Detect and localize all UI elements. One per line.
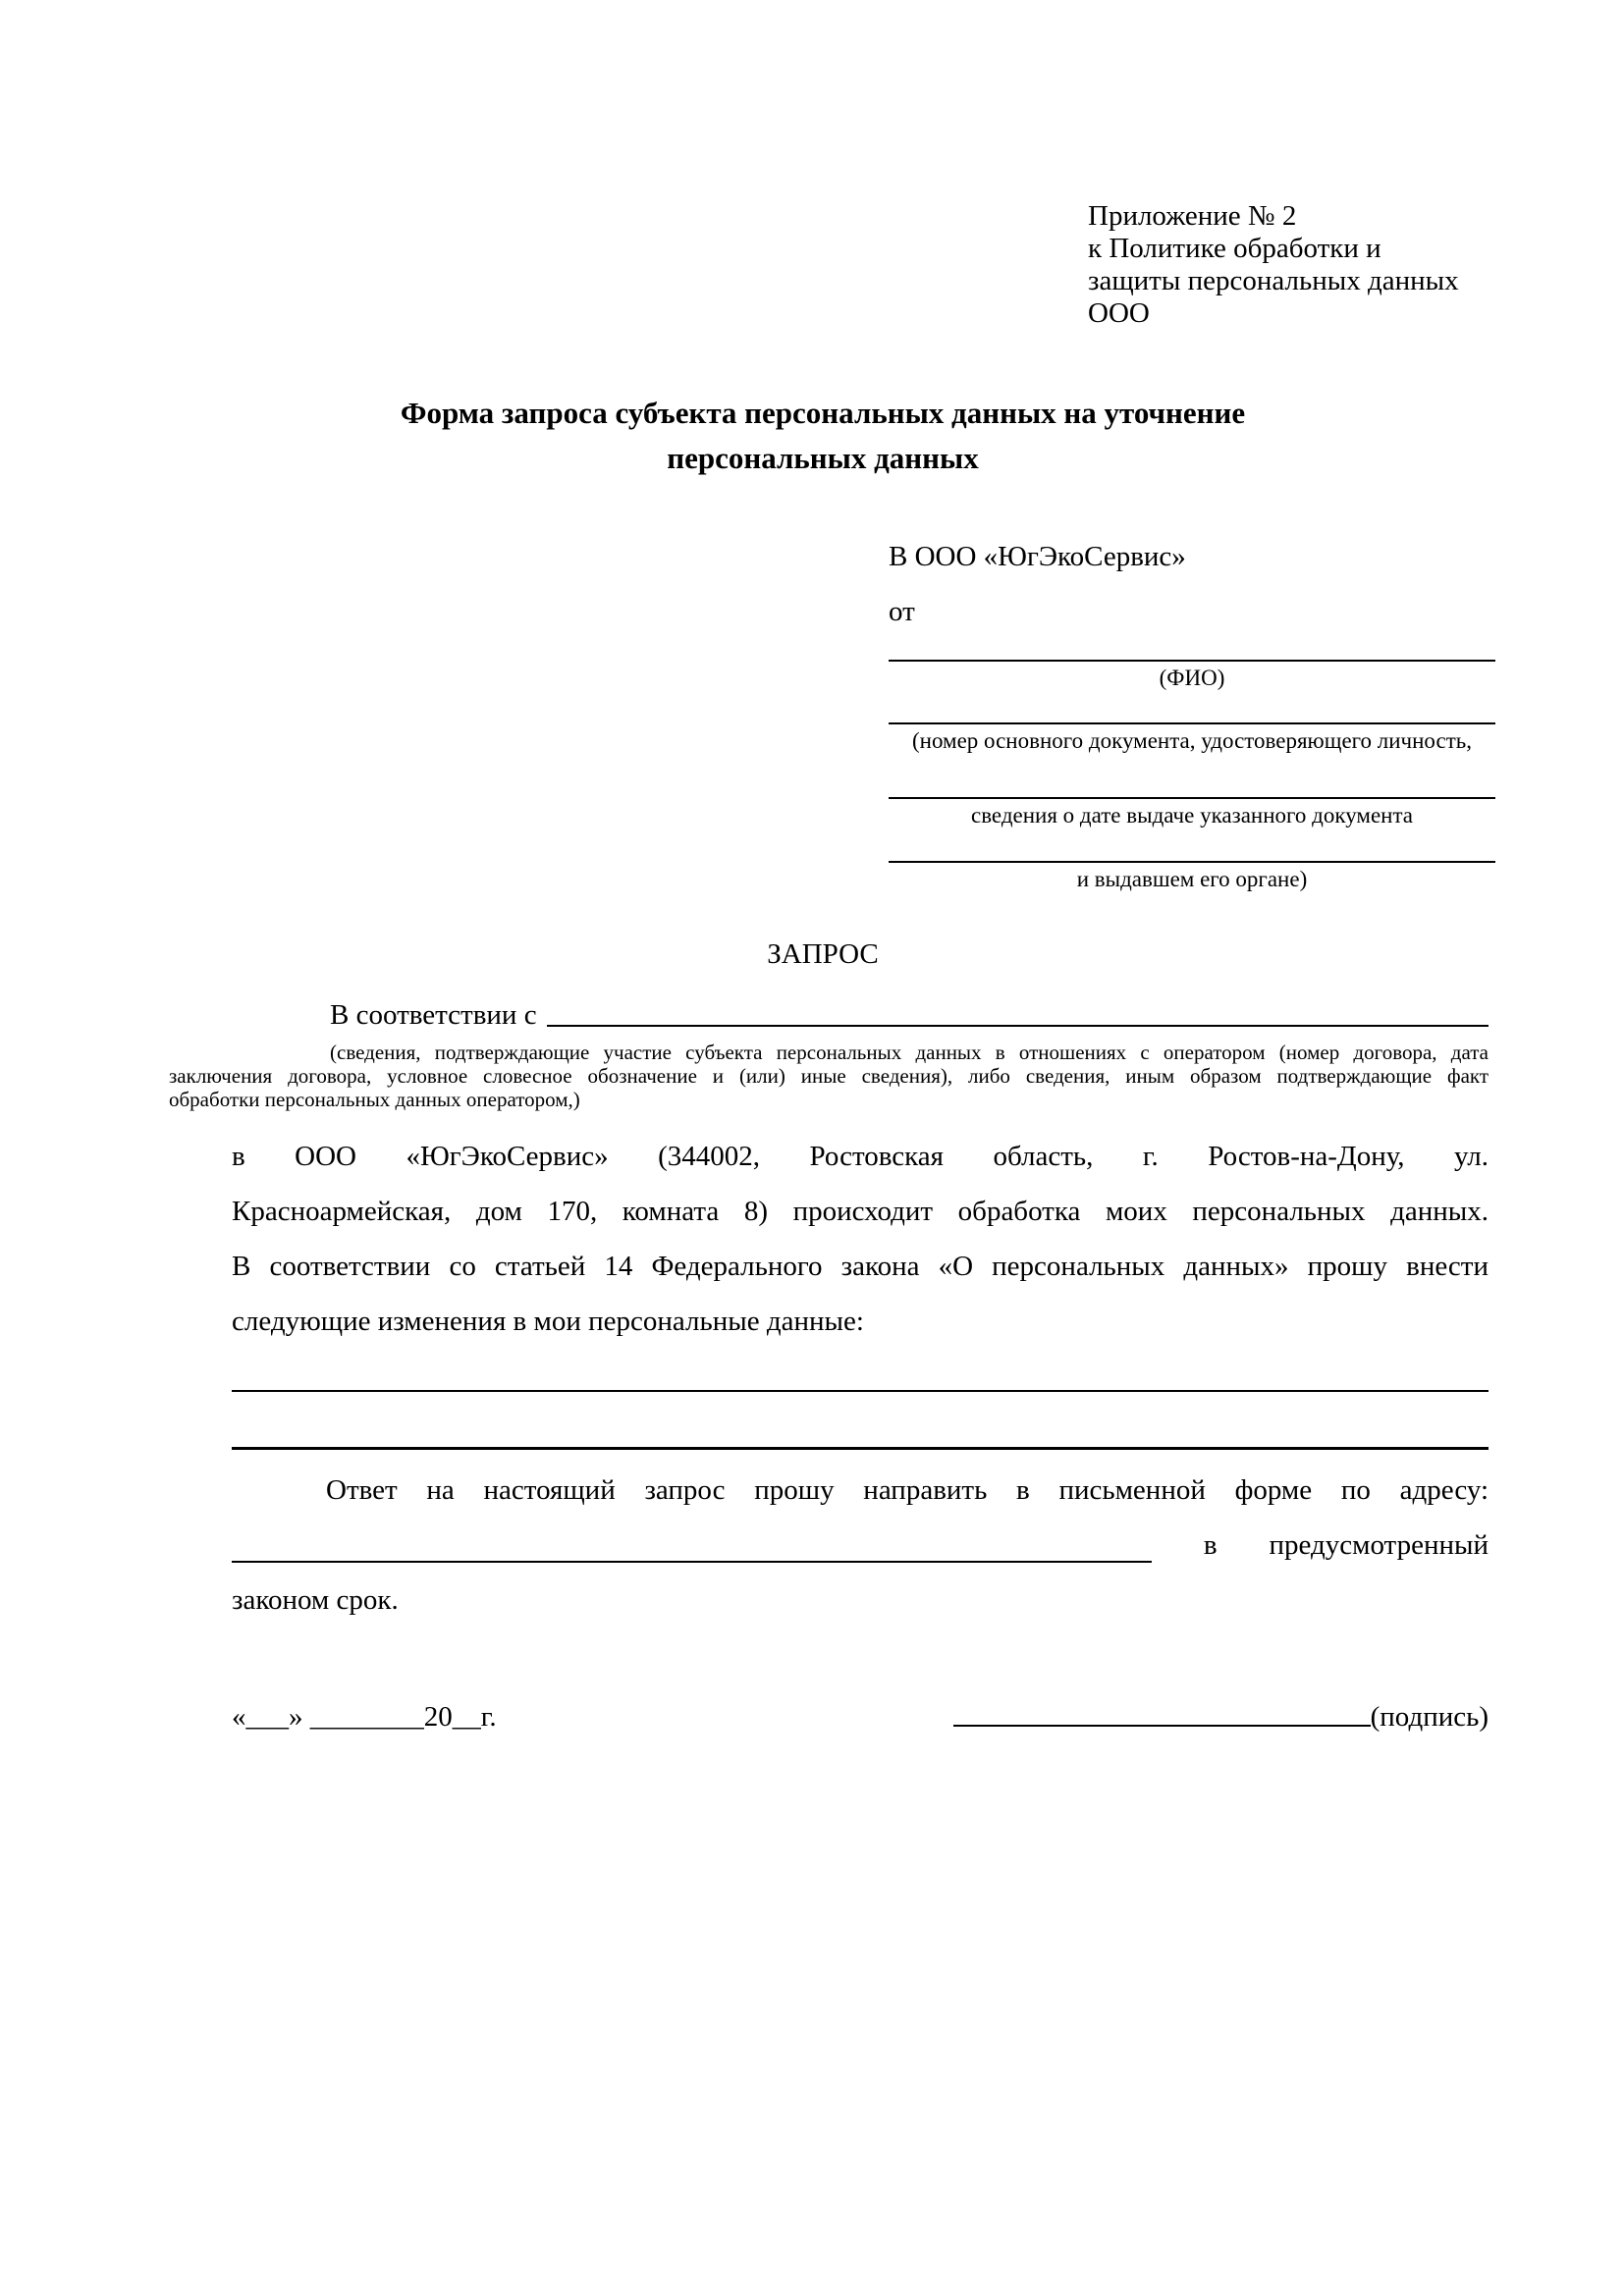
signature-group	[953, 1701, 1489, 1734]
fio-field	[889, 660, 1495, 691]
reply-paragraph	[232, 1463, 1489, 1628]
reply-tail-word: предусмотренный	[1269, 1529, 1489, 1561]
request-heading: ЗАПРОС	[767, 938, 879, 970]
issuing-authority-field	[889, 861, 1495, 892]
document-number-caption: (номер основного документа, удостоверяющего личность,	[911, 728, 1472, 753]
header-note-line: защиты персональных данных	[1088, 265, 1459, 296]
header-note-line: ООО	[1088, 297, 1150, 329]
body-paragraph-line: Красноармейская, дом 170, комната 8) происходит обработка моих персональных данных.	[232, 1196, 1489, 1227]
document-number-field	[889, 722, 1495, 754]
body-paragraph-line: следующие изменения в мои персональные данные:	[232, 1306, 864, 1337]
signature-caption: (подпись)	[1370, 1701, 1489, 1733]
reply-tail-word: в	[1203, 1529, 1218, 1561]
changes-blank-line	[232, 1447, 1489, 1450]
reply-address-row	[232, 1518, 1489, 1573]
accordance-row	[330, 999, 1489, 1032]
accordance-hint	[169, 1041, 1489, 1111]
document-title-line: Форма запроса субъекта персональных данных на уточнение	[400, 396, 1246, 430]
body-paragraph	[232, 1129, 1489, 1349]
addressee-organization: В ООО «ЮгЭкоСервис»	[889, 541, 1186, 572]
address-blank-line	[232, 1561, 1152, 1563]
reply-request-line: Ответ на настоящий запрос прошу направить в письменной форме по адресу:	[326, 1474, 1489, 1506]
document-title-line: персональных данных	[667, 441, 979, 475]
signature-blank-line	[953, 1725, 1371, 1727]
accordance-hint-line: (сведения, подтверждающие участие субъекта персональных данных в отношениях с оператором (номер договора, дата	[330, 1041, 1489, 1064]
accordance-blank-line	[547, 999, 1489, 1027]
addressee-from-label: от	[889, 596, 915, 627]
body-paragraph-line: В соответствии со статьей 14 Федерального закона «О персональных данных» прошу внести	[232, 1251, 1489, 1282]
issue-date-field	[889, 797, 1495, 828]
header-note-line: Приложение № 2	[1088, 200, 1297, 232]
header-note	[1088, 200, 1559, 330]
accordance-label: В соответствии с	[330, 999, 537, 1031]
date-blank: «___» ________20__г.	[232, 1701, 497, 1733]
signature-row	[232, 1701, 1489, 1734]
issue-date-caption: сведения о дате выдаче указанного документа	[970, 803, 1414, 828]
changes-blank-line	[232, 1390, 1489, 1392]
fio-caption: (ФИО)	[1159, 666, 1225, 690]
issuing-authority-caption: и выдавшем его органе)	[1076, 867, 1308, 891]
reply-closing: законом срок.	[232, 1584, 399, 1616]
accordance-hint-line: обработки персональных данных оператором,)	[169, 1088, 580, 1111]
header-note-line: к Политике обработки и	[1088, 233, 1381, 264]
accordance-hint-line: заключения договора, условное словесное обозначение и (или) иные сведения), либо сведения, иным образом подтверждающие факт	[169, 1064, 1489, 1088]
body-paragraph-line: в ООО «ЮгЭкоСервис» (344002, Ростовская область, г. Ростов-на-Дону, ул.	[232, 1141, 1489, 1172]
document-title	[157, 391, 1489, 481]
